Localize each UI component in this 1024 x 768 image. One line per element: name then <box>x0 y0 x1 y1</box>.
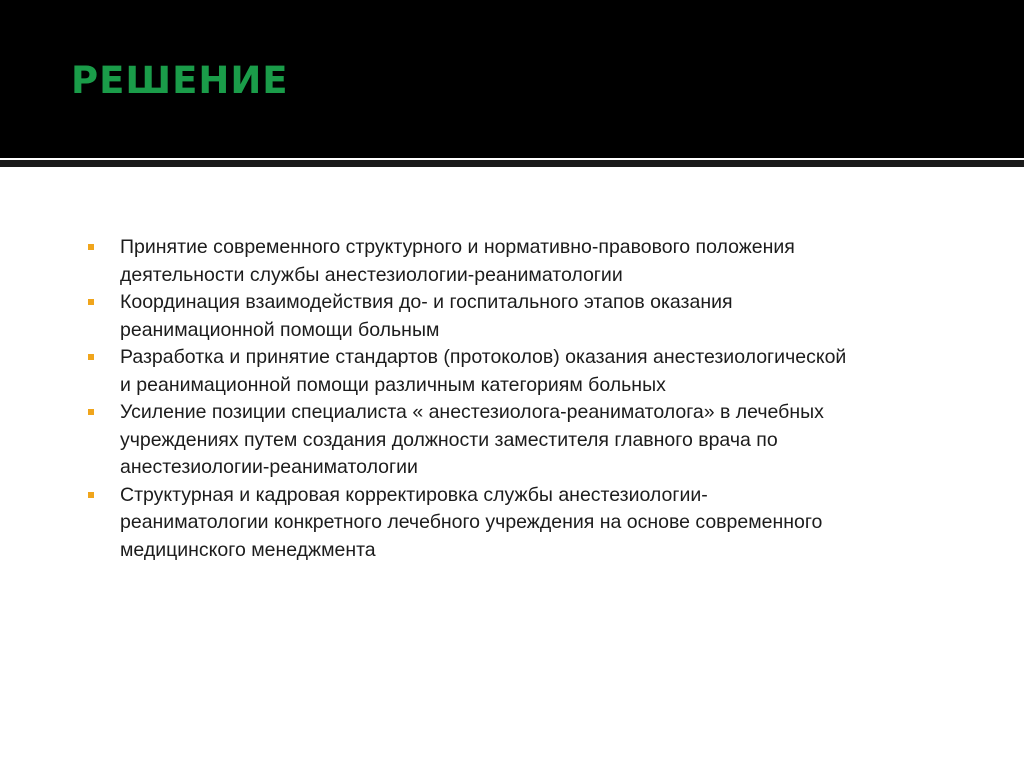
bullet-item <box>88 234 848 289</box>
bullet-list <box>88 234 848 564</box>
bullet-text: Разработка и принятие стандартов (протоколов) оказания анестезиологической и реанимационной помощи различным категориям больных <box>120 346 847 396</box>
slide-title: РЕШЕНИЕ <box>71 59 289 102</box>
bullet-item <box>88 399 848 482</box>
bullet-text: Координация взаимодействия до- и госпитального этапов оказания реанимационной помощи больным <box>120 291 733 341</box>
bullet-text: Структурная и кадровая корректировка службы анестезиологии-реаниматологии конкретного лечебного учреждения на основе современного медицинского менеджмента <box>120 483 823 561</box>
bullet-item <box>88 344 848 399</box>
bullet-text: Усиление позиции специалиста « анестезиолога-реаниматолога» в лечебных учреждениях путем создания должности заместителя главного врача по анестезиологии-реаниматологии <box>120 401 824 478</box>
bullet-text: Принятие современного структурного и нормативно-правового положения деятельности службы анестезиологии-реаниматологии <box>120 236 795 286</box>
bullet-item <box>88 482 848 565</box>
bullet-square-icon <box>88 354 94 360</box>
bullet-square-icon <box>88 299 94 305</box>
title-divider <box>0 160 1024 167</box>
title-band <box>0 0 1024 158</box>
bullet-square-icon <box>88 492 94 498</box>
bullet-square-icon <box>88 244 94 250</box>
bullet-square-icon <box>88 409 94 415</box>
bullet-item <box>88 289 848 344</box>
